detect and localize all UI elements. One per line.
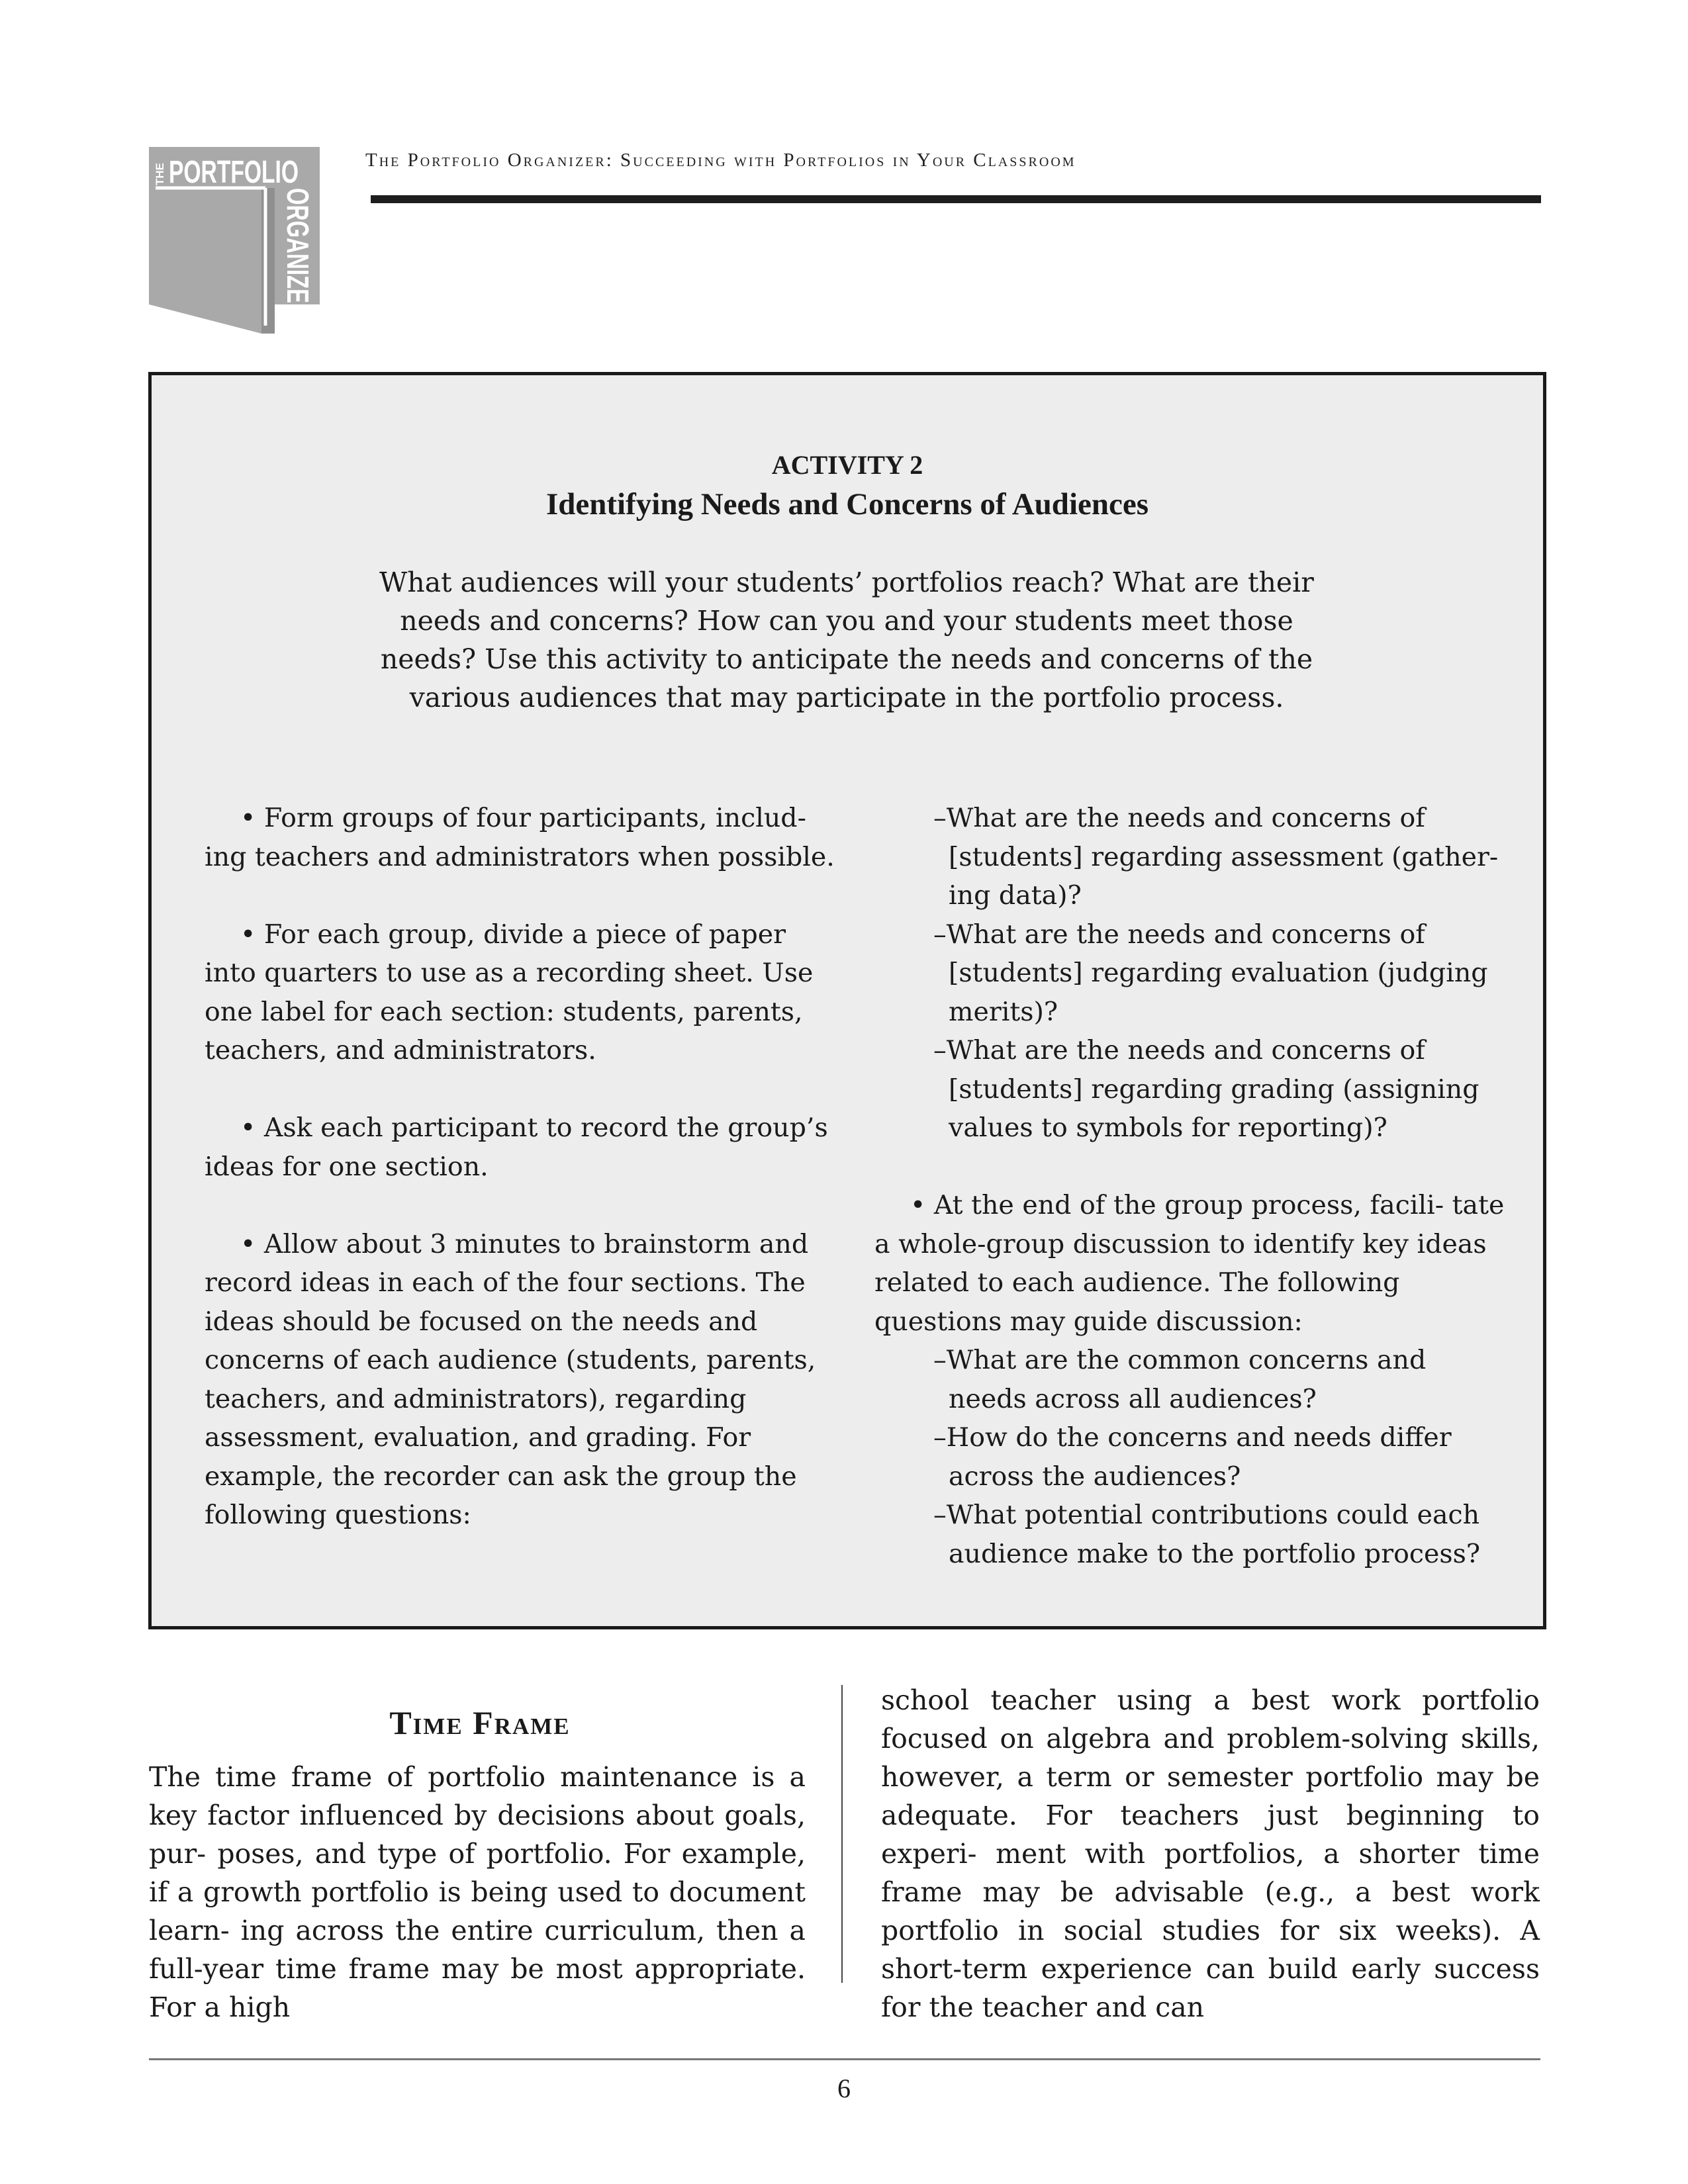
question-assessment: –What are the needs and concerns of [students] regarding assessment (gather- ing data)? [933, 803, 1499, 911]
activity-intro: What audiences will your students’ portfolios reach? What are their needs and concerns? How can you and your students meet those needs? Use this activity to anticipate the needs and concerns of the various audiences that may participate in the portfolio process. [379, 567, 1314, 713]
page-number: 6 [837, 2073, 851, 2103]
logo-the-text: THE [154, 163, 166, 185]
question-grading: –What are the needs and concerns of [students] regarding grading (assigning values to symbols for reporting)? [933, 1035, 1479, 1143]
question-common-concerns: –What are the common concerns and needs across all audiences? [933, 1345, 1427, 1414]
activity-title: Identifying Needs and Concerns of Audiences [545, 487, 1149, 522]
step-record-section: • Ask each participant to record the group’s ideas for one section. [205, 1113, 828, 1182]
activity-left-column [205, 799, 840, 1535]
column-divider [841, 1685, 843, 1983]
step-form-groups: • Form groups of four participants, includ- ing teachers and administrators when possible. [205, 803, 835, 872]
header-rule [371, 195, 1541, 203]
question-evaluation: –What are the needs and concerns of [students] regarding evaluation (judging merits)? [933, 919, 1488, 1027]
step-divide-paper: • For each group, divide a piece of paper into quarters to use as a recording sheet. Use one label for each section: students, parents, teachers, and administrators. [205, 919, 814, 1066]
footer-rule [149, 2058, 1540, 2060]
question-differences: –How do the concerns and needs differ across the audiences? [933, 1422, 1452, 1492]
logo-portfolio-text: PORTFOLIO [169, 155, 299, 190]
step-brainstorm: • Allow about 3 minutes to brainstorm and record ideas in each of the four sections. The ideas should be focused on the needs and concerns of each audience (students, parents, teachers, and administrators), regarding assessment, evaluation, and grading. For example, the recorder can ask the group the following questions: [205, 1228, 816, 1530]
activity-right-column [874, 799, 1510, 1573]
portfolio-organizer-logo [149, 147, 320, 371]
section-title: Time Frame [389, 1704, 571, 1741]
step-whole-group-discussion: • At the end of the group process, facili- tate a whole-group discussion to identify key ideas related to each audience. The following questions may guide discussion: [874, 1190, 1505, 1337]
body-text-right: school teacher using a best work portfolio focused on algebra and problem-solving skills, however, a term or semester portfolio may be adequate. For teachers just beginning to experi- ment with portfolios, a shorter time frame may be advisable (e.g., a best work portfolio in social studies for six weeks). A short-term experience can build early success for the teacher and can [881, 1684, 1540, 2023]
body-text-left: The time frame of portfolio maintenance is a key factor influenced by decisions about goals, pur- poses, and type of portfolio. For example, if a growth portfolio is being used to document learn- ing across the entire curriculum, then a full-year time frame may be most appropriate. For a high [149, 1761, 806, 2023]
activity-label: ACTIVITY 2 [771, 450, 923, 480]
running-head: The Portfolio Organizer: Succeeding with Portfolios in Your Classroom [365, 150, 1076, 171]
question-contributions: –What potential contributions could each audience make to the portfolio process? [933, 1500, 1481, 1569]
logo-organizer-text: ORGANIZER [281, 188, 315, 371]
activity-box [148, 372, 1546, 1629]
